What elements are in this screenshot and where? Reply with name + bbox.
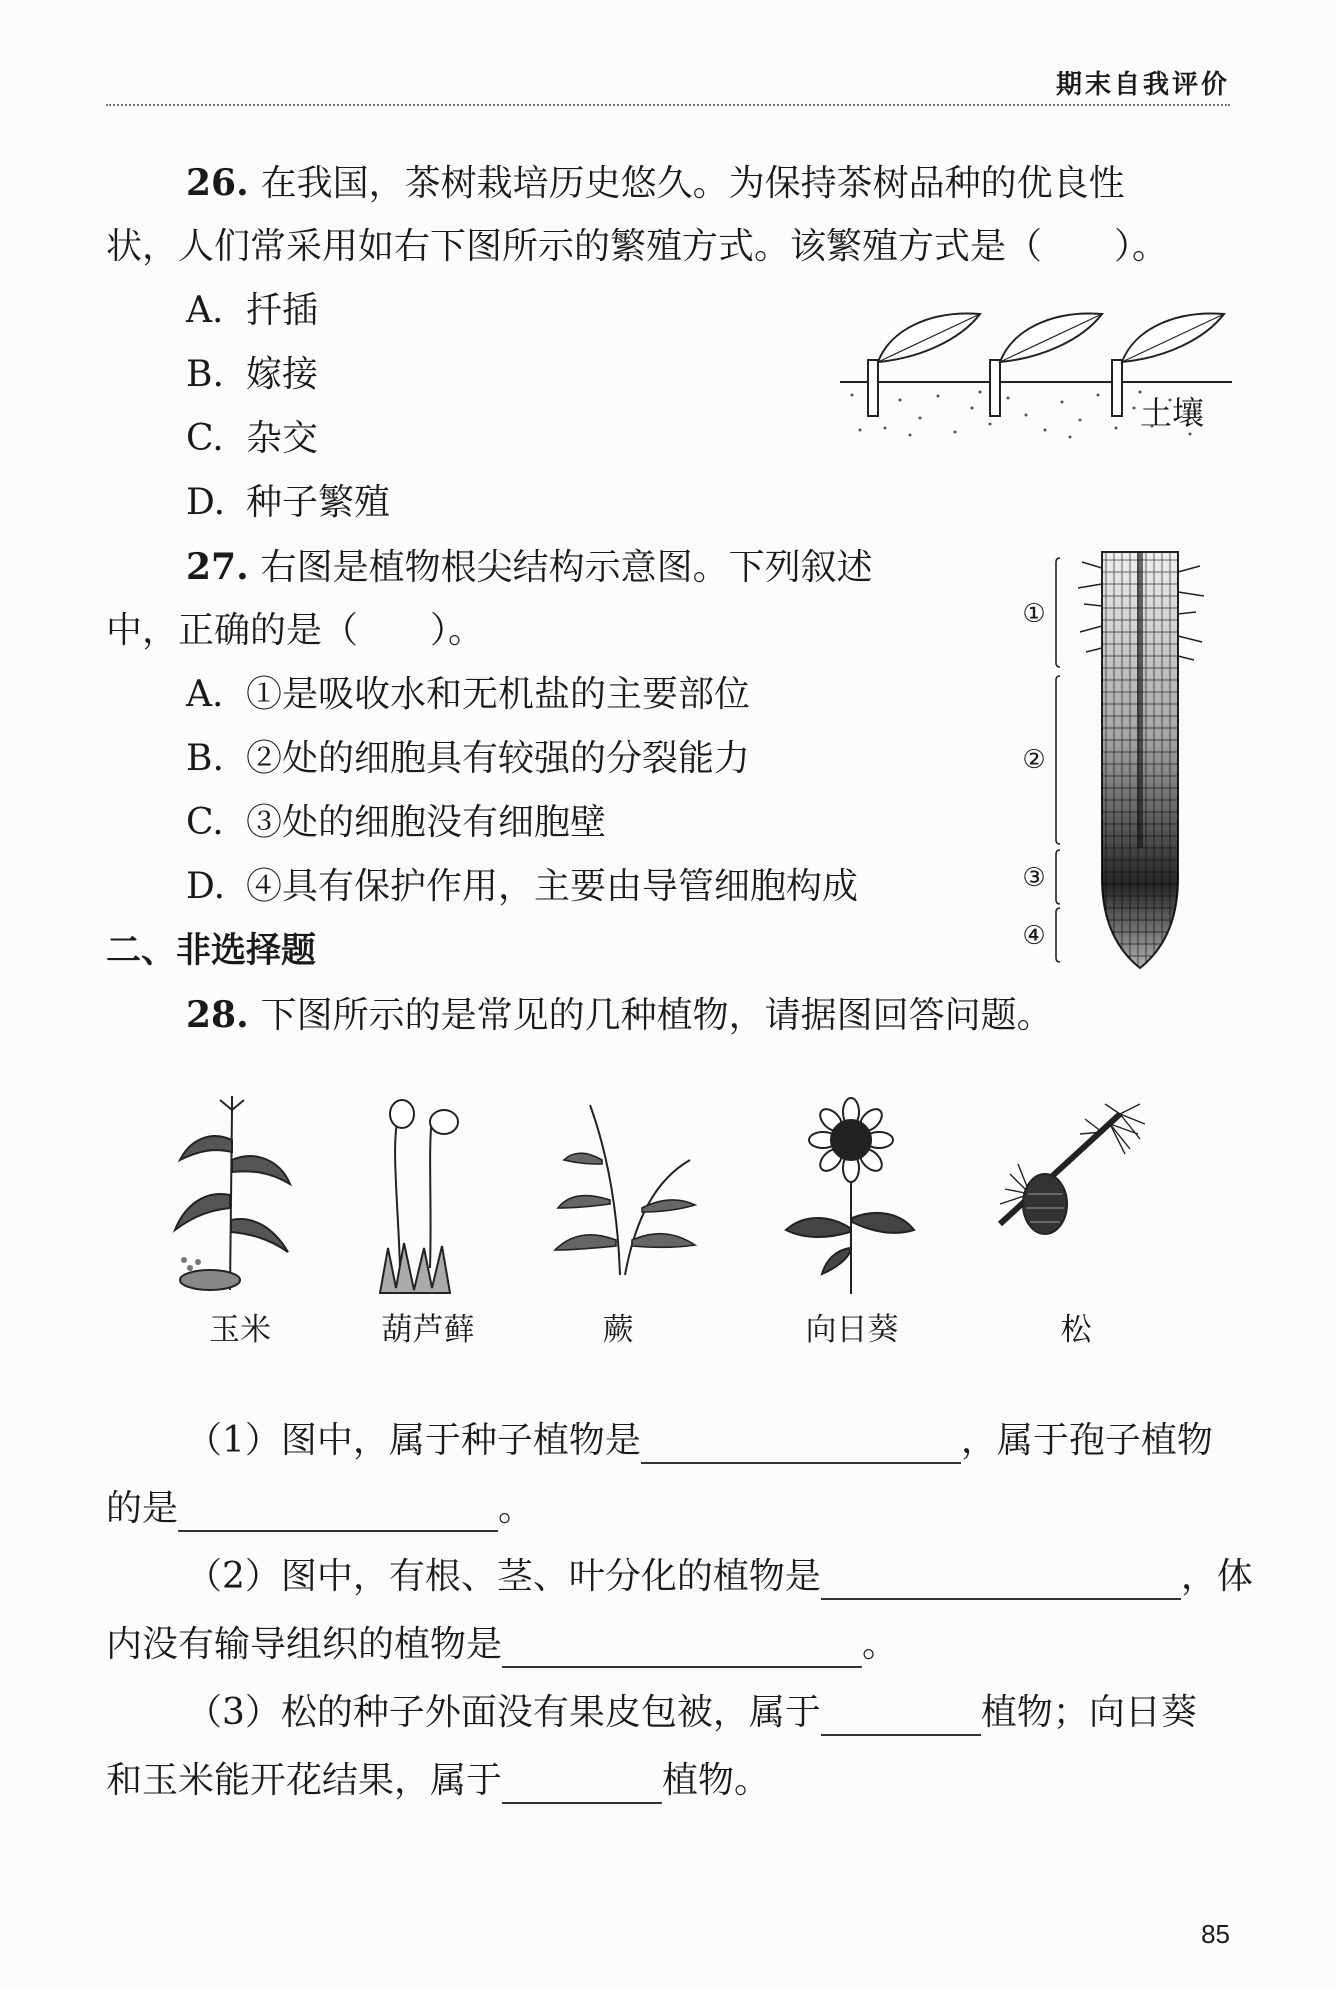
q27-number: 27.	[186, 546, 249, 588]
q28-sub3-text-b: 植物；向日葵	[980, 1692, 1197, 1733]
plant-label-corn: 玉米	[209, 1312, 271, 1348]
q27-stem-1: 右图是植物根尖结构示意图。下列叙述	[260, 547, 873, 588]
option-text: 种子繁殖	[246, 482, 391, 523]
plant-label-sunflower: 向日葵	[805, 1312, 899, 1348]
q28-number: 28.	[186, 994, 249, 1036]
q28-sub2-text-c: 内没有输导组织的植物是	[106, 1624, 503, 1665]
q27-stem-2: 中，正确的是（ ）。	[106, 610, 485, 651]
q28-sub3-line2	[106, 1758, 770, 1804]
q27-option-b	[186, 736, 750, 782]
plant-label-pine: 松	[1060, 1312, 1092, 1348]
option-letter: A.	[186, 674, 224, 715]
root-marker-2: ②	[1022, 745, 1046, 775]
q28-sub3-text-c: 和玉米能开花结果，属于	[106, 1760, 503, 1801]
root-tip-figure	[1010, 548, 1240, 978]
q26-option-a	[186, 288, 318, 334]
option-letter: C.	[186, 802, 224, 843]
q28-sub1-text-d: 。	[498, 1488, 535, 1529]
answer-blank-differentiated-plants[interactable]	[821, 1562, 1181, 1600]
root-marker-3: ③	[1022, 863, 1046, 893]
q28-stem: 下图所示的是常见的几种植物，请据图回答问题。	[260, 995, 1053, 1036]
q28-sub2-text-a: （2）图中，有根、茎、叶分化的植物是	[186, 1556, 821, 1597]
q28-sub3-line1	[186, 1690, 1197, 1736]
q26-stem-1: 在我国，茶树栽培历史悠久。为保持茶树品种的优良性	[260, 163, 1125, 204]
header-divider	[106, 104, 1230, 106]
q26-option-b	[186, 352, 318, 398]
page-number: 85	[1201, 1919, 1230, 1949]
answer-blank-spore-plants[interactable]	[178, 1494, 498, 1532]
root-marker-1: ①	[1022, 599, 1046, 629]
option-letter: D.	[186, 866, 226, 907]
sunflower-illustration	[786, 1098, 916, 1298]
option-letter: C.	[186, 418, 224, 459]
option-letter: B.	[186, 354, 224, 395]
option-text: ①是吸收水和无机盐的主要部位	[246, 674, 751, 715]
q28-sub1-line1	[186, 1418, 1213, 1464]
option-text: ④具有保护作用，主要由导管细胞构成	[246, 866, 859, 907]
option-letter: D.	[186, 482, 226, 523]
q28-sub1-text-c: 的是	[106, 1488, 179, 1529]
plant-label-moss: 葫芦藓	[381, 1312, 475, 1348]
q28-sub2-line2	[106, 1622, 898, 1668]
q28-sub2-text-d: 。	[862, 1624, 899, 1665]
q26-option-d	[186, 480, 390, 526]
option-text: ②处的细胞具有较强的分裂能力	[246, 738, 751, 779]
q28-sub1-text-a: （1）图中，属于种子植物是	[186, 1420, 641, 1461]
q28-line1	[186, 992, 1053, 1039]
q26-number: 26.	[186, 162, 249, 204]
fern-illustration	[550, 1100, 700, 1280]
q27-line1	[186, 544, 873, 591]
option-letter: B.	[186, 738, 224, 779]
q26-option-c	[186, 416, 318, 462]
cuttings-figure	[840, 300, 1240, 450]
answer-blank-seed-plants[interactable]	[641, 1426, 961, 1464]
pine-illustration	[990, 1104, 1150, 1254]
q28-sub3-text-a: （3）松的种子外面没有果皮包被，属于	[186, 1692, 821, 1733]
q28-sub1-text-b: ，属于孢子植物	[960, 1420, 1213, 1461]
running-header: 期末自我评价	[1055, 70, 1230, 100]
answer-blank-gymnosperm[interactable]	[821, 1698, 981, 1736]
soil-label: 土壤	[1140, 394, 1205, 432]
option-text: 杂交	[246, 418, 319, 459]
q27-option-c	[186, 800, 606, 846]
q27-option-a	[186, 672, 750, 718]
corn-illustration	[170, 1100, 310, 1300]
answer-blank-no-vascular-plants[interactable]	[502, 1630, 862, 1668]
q28-sub2-text-b: ，体	[1180, 1556, 1253, 1597]
plant-label-fern: 蕨	[602, 1312, 634, 1348]
q26-line1	[186, 160, 1125, 207]
root-marker-4: ④	[1022, 921, 1046, 951]
q28-sub3-text-d: 植物。	[662, 1760, 771, 1801]
section-title: 二、非选择题	[106, 931, 317, 971]
option-text: 扦插	[246, 290, 319, 331]
option-text: 嫁接	[246, 354, 319, 395]
q26-stem-2: 状，人们常采用如右下图所示的繁殖方式。该繁殖方式是（ ）。	[106, 226, 1169, 267]
q27-option-d	[186, 864, 858, 910]
option-text: ③处的细胞没有细胞壁	[246, 802, 607, 843]
answer-blank-angiosperm[interactable]	[502, 1766, 662, 1804]
q28-sub2-line1	[186, 1554, 1253, 1600]
q28-sub1-line2	[106, 1486, 534, 1532]
option-letter: A.	[186, 290, 224, 331]
moss-illustration	[370, 1098, 480, 1298]
